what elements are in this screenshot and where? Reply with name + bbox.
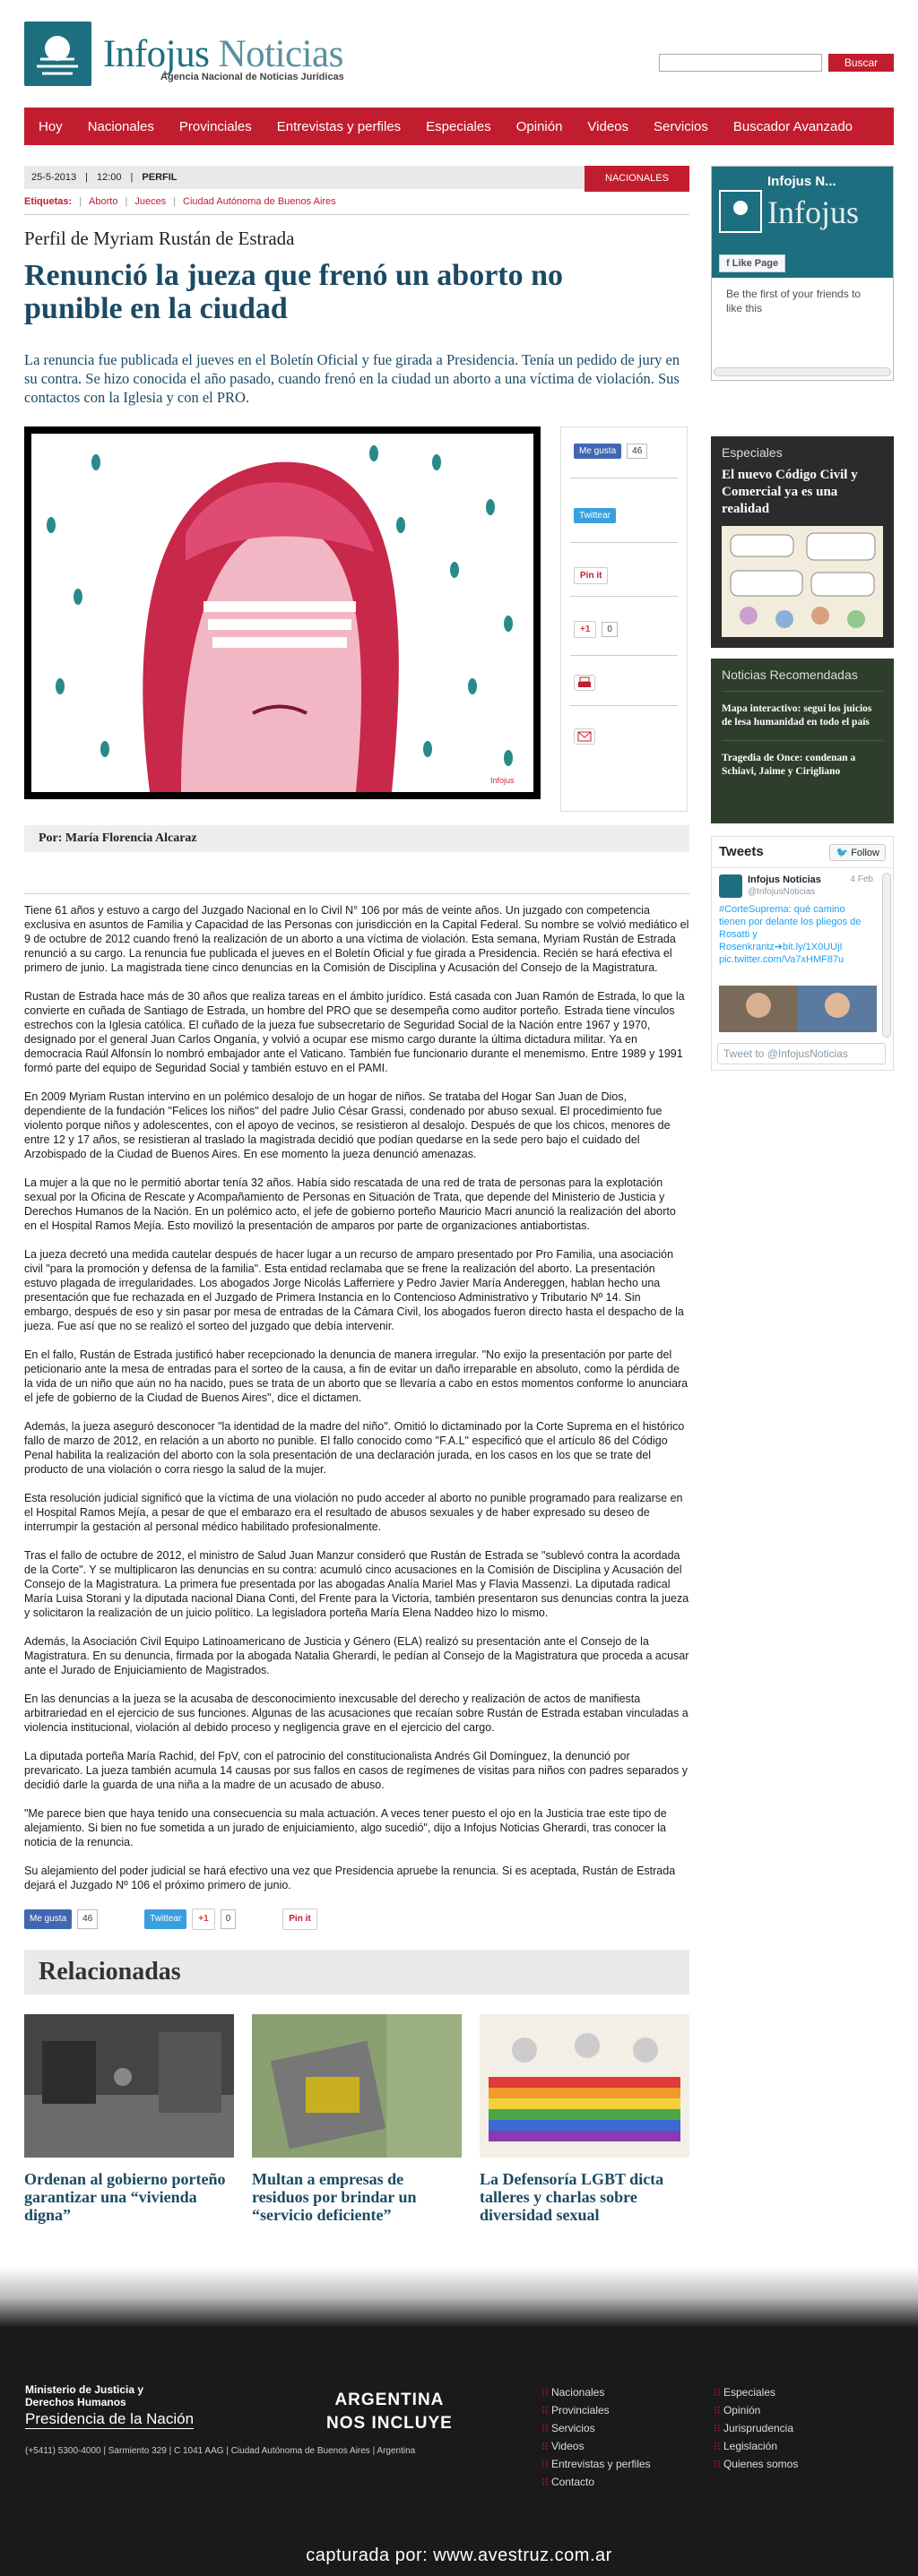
nav-servicios[interactable]: Servicios <box>654 118 708 134</box>
twitter-bird-icon: 🐦 <box>836 848 849 858</box>
footer-link[interactable]: ⁝⁝ Servicios <box>541 2419 651 2437</box>
fb-scrollbar[interactable] <box>714 367 891 376</box>
footer-address: (+5411) 5300-4000 | Sarmiento 329 | C 1041 AAG | Ciudad Autónoma de Buenos Aires | Argentina <box>25 2446 416 2456</box>
nav-nacionales[interactable]: Nacionales <box>87 118 154 134</box>
site-footer <box>0 2328 918 2576</box>
article-illustration <box>24 426 541 799</box>
paragraph: Además, la Asociación Civil Equipo Latinoamericano de Justicia y Género (ELA) realizó su presentación ante el Consejo de la Magistratura. En su denuncia, firmada por la abogada Natalia Gherardi, le pedían al Consejo de la Magistratura que proceda a acusar ante el Jurado de Enjuiciamiento de Magistrados. <box>24 1635 689 1676</box>
gplus-row <box>574 621 618 638</box>
footer-link[interactable]: ⁝⁝ Opinión <box>714 2401 798 2419</box>
paragraph: Tiene 61 años y estuvo a cargo del Juzgado Nacional en lo Civil N° 106 por más de veinte años. Un juzgado con competencia exclusiva en asuntos de Familia y Capacidad de las Personas con jurisdicción en la Capital Federal. Su nombre se volvió mediático el 9 de octubre de 2012 cuando frenó la realización de un aborto a una víctima de violación. Esta semana, Myriam Rustán de Estrada renunció a su cargo. La renuncia fue publicada el jueves en el Boletín Oficial y fue girada a Presidencia. Recién se hará efectiva el primero de junio. La magistrada tiene cinco denuncias en la Comisión de Disciplina y Acusación del Consejo de la Magistratura. <box>24 893 689 975</box>
email-icon[interactable] <box>574 728 595 745</box>
footer-link[interactable]: ⁝⁝ Videos <box>541 2437 651 2455</box>
footer-link[interactable]: ⁝⁝ Entrevistas y perfiles <box>541 2455 651 2473</box>
byline: Por: María Florencia Alcaraz <box>24 825 689 852</box>
footer-links-b <box>714 2383 798 2473</box>
tag-link[interactable]: Jueces <box>134 196 167 207</box>
print-row <box>574 675 595 691</box>
bottom-share-bar <box>24 1908 689 1930</box>
tweet-handle[interactable]: @InfojusNoticias <box>748 887 816 897</box>
especiales-box <box>711 436 894 648</box>
fb-page-name[interactable]: Infojus N... <box>767 174 836 189</box>
footer-presidency[interactable]: Presidencia de la Nación <box>25 2410 195 2427</box>
paragraph: Esta resolución judicial significó que la víctima de una violación no pudo acceder al aborto no punible programado para realizarse en el Hospital Ramos Mejía, a pesar de que el embarazo era el resultado de abusos sexuales y de haber expresado su deseo de interrumpir la gestación al personal médico habilitado profesionalmente. <box>24 1492 683 1533</box>
page <box>24 0 894 2224</box>
tag-link[interactable]: Aborto <box>89 196 118 207</box>
email-row <box>574 728 595 745</box>
nav-provinciales[interactable]: Provinciales <box>178 118 252 134</box>
fb-like-button[interactable]: Me gusta <box>574 444 621 459</box>
paragraph: En 2009 Myriam Rustan intervino en un polémico desalojo de un hogar de niños. Se trataba del Hogar San Juan de Dios, dependiente de la fundación "Felices los niños" del padre Julio César Grassi, condenado por abuso sexual. El procedimiento fue violento porque niños y adolescentes, con el apoyo de vecinos, se resistieron al desalojo. Después de que los chicos, menores de entre 12 y 17 años, se resistieran al traslado la magistrada decidió que podían quedarse en la sede pero bajo el cuidado del Arzobispado de la Ciudad de Buenos Aires. En ese momento la jueza denunció amenazas. <box>24 1090 671 1160</box>
related-grid <box>24 2014 689 2224</box>
print-icon[interactable] <box>574 675 595 691</box>
divider <box>570 705 678 706</box>
footer-ministry[interactable]: Ministerio de Justicia y Derechos Humanos <box>25 2383 144 2408</box>
nav-especiales[interactable]: Especiales <box>426 118 491 134</box>
footer-fade <box>0 2267 918 2328</box>
fb-cover <box>712 167 893 278</box>
infojus-logo[interactable] <box>24 22 91 86</box>
nav-buscador[interactable]: Buscador Avanzado <box>732 118 853 134</box>
tags-row <box>24 196 689 215</box>
article-media <box>24 426 689 825</box>
fb-like-row <box>574 444 647 459</box>
capture-caption: capturada por: www.avestruz.com.ar <box>306 2546 612 2565</box>
facebook-widget <box>711 166 894 381</box>
twitter-widget <box>711 836 894 1071</box>
divider <box>570 655 678 656</box>
related-heading: Relacionadas <box>24 1950 689 1994</box>
footer-slogan-line: NOS INCLUYE <box>326 2414 453 2433</box>
tweet-image[interactable] <box>719 986 877 1032</box>
site-header <box>24 0 894 134</box>
pinterest-button[interactable]: Pin it <box>574 567 608 584</box>
recommended-item[interactable]: Mapa interactivo: seguí los juicios de lesa humanidad en todo el país <box>722 703 872 728</box>
share-box <box>560 426 688 812</box>
section-badge[interactable]: NACIONALES <box>585 166 689 192</box>
sidebar <box>711 166 894 1071</box>
gplus-button[interactable]: +1 <box>574 621 596 638</box>
article-section[interactable]: PERFIL <box>142 172 178 183</box>
recommended-item[interactable]: Tragedia de Once: condenan a Schiavi, Jaime y Cirigliano <box>722 753 856 777</box>
footer-link[interactable]: ⁝⁝ Contacto <box>541 2473 651 2491</box>
related-title[interactable]: Multan a empresas de residuos por brindar un “servicio deficiente” <box>252 2170 417 2224</box>
svg-text:Infojus: Infojus <box>490 776 515 785</box>
tweets-heading: Tweets <box>719 844 764 859</box>
footer-link[interactable]: ⁝⁝ Provinciales <box>541 2401 651 2419</box>
related-image[interactable] <box>252 2014 462 2158</box>
fb-like-page-button[interactable] <box>719 254 785 272</box>
nav-videos[interactable]: Videos <box>587 118 629 134</box>
related-title[interactable]: Ordenan al gobierno porteño garantizar una “vivienda digna” <box>24 2170 226 2224</box>
tweet-scrollbar[interactable] <box>882 873 891 1038</box>
pinterest-button[interactable]: Pin it <box>282 1908 316 1930</box>
article-kicker: Perfil de Myriam Rustán de Estrada <box>24 228 295 249</box>
especiales-image[interactable] <box>722 526 883 637</box>
footer-link[interactable]: ⁝⁝ Quienes somos <box>714 2455 798 2473</box>
nav-entrevistas[interactable]: Entrevistas y perfiles <box>276 118 402 134</box>
divider <box>570 542 678 543</box>
tweet-text: #CorteSuprema: qué camino tienen por delante los pliegos de Rosatti y Rosenkrantz➔bit.ly/1X0UUjI pic.twitter.com/Va7xHMF87u <box>719 904 862 965</box>
twitter-follow-button[interactable] <box>829 844 886 861</box>
search-button[interactable]: Buscar <box>828 54 894 72</box>
paragraph: En las denuncias a la jueza se la acusaba de desconocimiento inexcusable del derecho y realización de actos de manifiesta arbitrariedad en el ejercicio de sus funciones. Algunas de las acusaciones que recaían sobre Rustán de Estrada estaban vinculadas a violencia institucional, violación al debido proceso y negligencia grave en el ejercicio del cargo. <box>24 1693 688 1734</box>
divider <box>722 740 883 741</box>
follow-label: Follow <box>851 848 879 858</box>
related-title[interactable]: La Defensoría LGBT dicta talleres y charlas sobre diversidad sexual <box>480 2170 664 2224</box>
tweet-compose[interactable]: Tweet to @InfojusNoticias <box>717 1043 886 1064</box>
article-time: 12:00 <box>97 172 122 183</box>
paragraph: La mujer a la que no le permitió abortar tenía 32 años. Había sido rescatada de una red de trata de personas para la explotación sexual por la Oficina de Rescate y Acompañamiento de Personas en Situación de Trata, que depende del Ministerio de Justicia y Derechos Humanos de la Nación. En un polémico acto, el jefe de gobierno porteño Mauricio Macri anunció la realización del aborto en el Hospital Ramos Mejía. Esto movilizó la presentación de amparos por parte de organizaciones antiabortistas. <box>24 1176 676 1232</box>
meta-sep: | <box>85 172 89 183</box>
article-body <box>24 893 689 2224</box>
article-lead: La renuncia fue publicada el jueves en el Boletín Oficial y fue girada a Presidencia. Tenía un pedido de jury en su contra. Se hizo conocida el año pasado, cuando frenó en la ciudad un aborto a una víctima de violación. Sus contactos con la Iglesia y con el PRO. <box>24 351 680 406</box>
article-headline: Renunció la jueza que frenó un aborto no punible en la ciudad <box>24 259 564 325</box>
paragraph: Tras el fallo de octubre de 2012, el ministro de Salud Juan Manzur consideró que Rustán de Estrada se "sublevó contra la acordada de la Corte". Y se multiplicaron las denuncias en su contra: acumuló cinco acusaciones en la Comisión de Disciplina y Acusación del Consejo de la Magistratura. La primera fue presentada por las abogadas Analía Mariel Mas y Flavia Massenzi. La diputada radical María Luisa Storani y la diputada nacional Diana Conti, del Frente para la Victoria, también presentaron sus denuncias contra la jueza y solicitaron la realización de un juicio político. La legisladora porteña María Elena Naddeo hizo lo mismo. <box>24 1549 689 1619</box>
tweet-user[interactable]: Infojus Noticias <box>748 874 821 885</box>
article <box>24 166 689 2224</box>
footer-slogan <box>326 2389 453 2435</box>
fb-like-count: 46 <box>627 444 647 459</box>
divider <box>570 596 678 597</box>
related-card[interactable] <box>252 2014 462 2224</box>
site-tagline: Agencia Nacional de Noticias Jurídicas <box>160 72 344 82</box>
gplus-button[interactable]: +1 <box>192 1908 214 1930</box>
tag-sep: | <box>79 196 82 207</box>
tweet-button[interactable]: Twittear <box>144 1909 186 1929</box>
tweet-row <box>574 508 616 523</box>
tweet-date[interactable]: 4 Feb <box>850 874 873 884</box>
tag-sep: | <box>173 196 177 207</box>
article-date: 25-5-2013 <box>31 172 77 183</box>
main-nav <box>24 108 894 145</box>
fb-friends-text: Be the first of your friends to like this <box>726 288 862 314</box>
related-card[interactable] <box>480 2014 689 2224</box>
pin-row <box>574 567 608 584</box>
paragraph: Rustan de Estrada hace más de 30 años que realiza tareas en el ámbito jurídico. Está casada con Juan Ramón de Estrada, lo que la convierte en cuñada de Santiago de Estrada, un hombre del PRO que se desempeña como auditor porteño. Estrada tiene vínculos estrechos con la Iglesia católica. El cuñado de la jueza fue subsecretario de Seguridad Social de la Nación entre 1967 y 1970, designado por el general Juan Carlos Onganía, y volvió a ocupar ese mismo cargo durante la última dictadura militar. Ya en democracia Raúl Alfonsín lo nombró embajador ante el Vaticano. También fue funcionario durante el menemismo. Entre 1989 y 1991 formó parte del equipo de Seguridad Social y también estuvo en el PAMI. <box>24 990 685 1074</box>
tweet-button[interactable]: Twittear <box>574 508 616 523</box>
gplus-count: 0 <box>602 622 618 637</box>
recomendadas-heading: Noticias Recomendadas <box>722 659 883 692</box>
fb-like-page-label: Like Page <box>732 258 779 269</box>
footer-links-a <box>541 2383 651 2491</box>
paragraph: Además, la jueza aseguró desconocer "la identidad de la madre del niño". Omitió lo dictaminado por la Corte Suprema en el histórico fallo de marzo de 2012, en relación a un aborto no punible. El fallo conocido como "F.A.L" especificó que el artículo 86 del Código Penal habilita la realización del aborto con la sola presentación de una declaración jurada, en los casos en los que se trate del producto de una violación o corra riesgo la salud de la mujer. <box>24 1420 685 1476</box>
related-card[interactable] <box>24 2014 234 2224</box>
gplus-count: 0 <box>221 1909 237 1929</box>
related-image[interactable] <box>480 2014 689 2158</box>
footer-slogan-line: ARGENTINA <box>334 2391 445 2409</box>
search-input[interactable] <box>659 54 822 72</box>
recomendadas-box <box>711 659 894 823</box>
especiales-heading: Especiales <box>722 445 783 460</box>
meta-sep: | <box>130 172 134 183</box>
tag-sep: | <box>125 196 128 207</box>
fb-like-button[interactable]: Me gusta <box>24 1909 72 1929</box>
paragraph: En el fallo, Rustán de Estrada justificó haber recepcionado la denuncia de manera irregular. "No exijo la presentación por parte del peticionario ante la mesa de entradas para el sorteo de la causa, a fin de evitar un daño irreparable en absoluto, como la pérdida de la vida de un niño que aún no ha nacido, pues se trata de un aborto que se llevaría a cabo en estos momentos conforme lo anunciara el jefe de gobierno de la Ciudad de Buenos Aires", dice el dictamen. <box>24 1348 688 1404</box>
tags-label: Etiquetas: <box>24 196 73 207</box>
paragraph: La jueza decretó una medida cautelar después de hacer lugar a un recurso de amparo presentado por Pro Familia, una asociación civil "para la promoción y defensa de la familia". Esta entidad reclamaba que se frene la realización del aborto. La presentación estuvo plagada de irregularidades. Los abogados Jorge Nicolás Lafferriere y Pedro Javier María Andereggen, hablan hecho una presentación que fue rechazada en el Juzgado de Primera Instancia en lo Contencioso Administrativo y Tributario Nº 14. Sin embargo, después de eso y sin pasar por mesa de entradas de la Cámara Civil, los abogados fueron directo hasta el despacho de la jueza. Fue así que no se realizó el sorteo del juzgado que debía intervenir. <box>24 1248 684 1332</box>
tag-link[interactable]: Ciudad Autónoma de Buenos Aires <box>183 196 336 207</box>
footer-link[interactable]: ⁝⁝ Jurisprudencia <box>714 2419 798 2437</box>
paragraph: "Me parece bien que haya tenido una consecuencia su mala actuación. A veces tener puesto el ojo en la Justicia trae este tipo de alejamiento. Si bien no fue sometida a un jurado de enjuiciamiento, algo sucedió", dijo a Infojus Noticias Gherardi, tras conocer la noticia de la renuncia. <box>24 1807 667 1848</box>
related-image[interactable] <box>24 2014 234 2158</box>
nav-hoy[interactable]: Hoy <box>39 118 63 134</box>
paragraph: Su alejamiento del poder judicial se hará efectivo una vez que Presidencia apruebe la renuncia. Si es aceptada, Rustán de Estrada dejará el Juzgado Nº 106 el próximo primero de junio. <box>24 1865 676 1891</box>
fb-cover-text: Infojus <box>767 194 859 230</box>
divider <box>712 867 893 868</box>
site-name[interactable]: Infojus Noticias <box>103 33 343 75</box>
fb-like-count: 46 <box>77 1909 98 1929</box>
especiales-title[interactable]: El nuevo Código Civil y Comercial ya es una realidad <box>722 468 858 516</box>
fb-avatar[interactable] <box>719 190 762 233</box>
tweet-avatar[interactable] <box>719 874 742 898</box>
footer-link[interactable]: ⁝⁝ Legislación <box>714 2437 798 2455</box>
fb-icon: f <box>726 258 732 269</box>
nav-opinion[interactable]: Opinión <box>515 118 563 134</box>
paragraph: La diputada porteña María Rachid, del FpV, con el patrocinio del constitucionalista Andrés Gil Domínguez, la denunció por prevaricato. La jueza también acumula 14 causas por sus fallos en casos de regímenes de visitas para niños con padres separados y decidió darle la guarda de una niña a la madre de un acusado de abuso. <box>24 1750 688 1791</box>
footer-link[interactable]: ⁝⁝ Especiales <box>714 2383 798 2401</box>
footer-link[interactable]: ⁝⁝ Nacionales <box>541 2383 651 2401</box>
